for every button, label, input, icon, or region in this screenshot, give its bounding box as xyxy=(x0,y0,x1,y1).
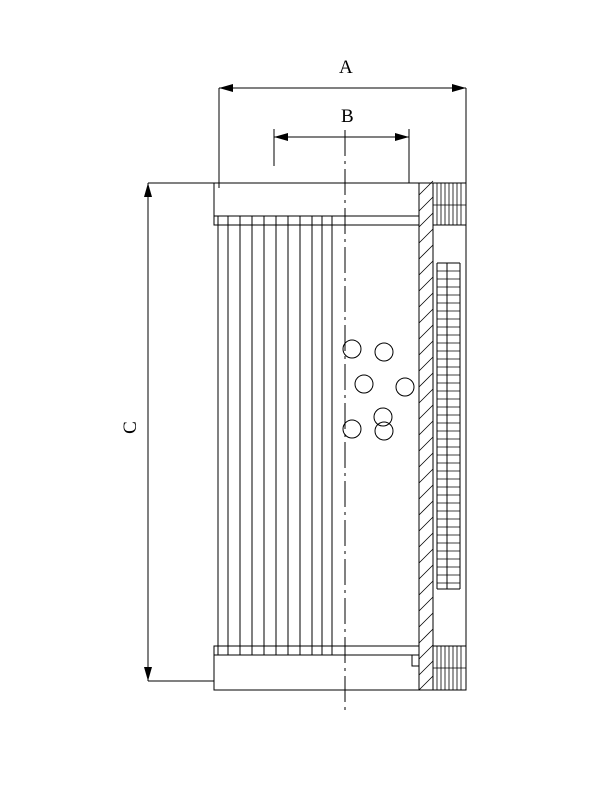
top-end-cap xyxy=(214,183,419,225)
spring-coil-band xyxy=(437,263,460,589)
top-cap-hatching xyxy=(433,183,466,225)
dimension-label-b: B xyxy=(341,106,354,127)
perforation-holes xyxy=(343,340,414,440)
filter-media-body xyxy=(218,216,332,655)
bottom-cap-hatching xyxy=(433,646,466,690)
dimension-label-c: C xyxy=(119,421,141,434)
bottom-inner-step xyxy=(345,655,419,666)
dimension-a-group xyxy=(219,84,466,188)
bottom-end-cap xyxy=(214,646,419,690)
wall-hatching xyxy=(419,181,433,690)
dimension-label-a: A xyxy=(339,57,353,78)
dimension-c-group xyxy=(144,183,214,681)
right-housing-wall xyxy=(419,183,466,690)
inner-core-wall xyxy=(345,166,419,646)
dimension-b-group xyxy=(274,129,409,166)
